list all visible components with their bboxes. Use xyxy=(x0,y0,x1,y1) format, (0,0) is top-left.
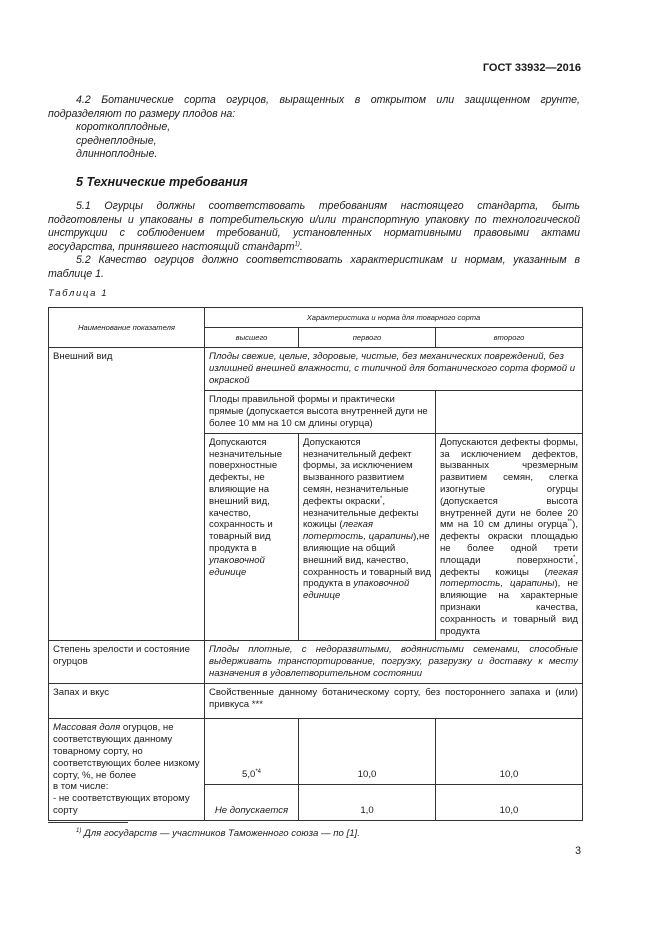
page-number: 3 xyxy=(575,845,581,857)
cell-appearance-first xyxy=(299,433,436,641)
paragraph-5-2: 5.2 Качество огурцов должно соответствовать характеристикам и нормам, указанным в таблице 1. xyxy=(48,254,580,280)
cell-appearance-second-mark: ** xyxy=(567,519,573,526)
cell-appearance-second-mark2: * xyxy=(572,554,576,561)
row-label-mass-a: Массовая доля xyxy=(53,722,121,734)
footnote-text: Для государств — участников Таможенного союза — по [1]. xyxy=(81,828,360,839)
table-caption: Таблица 1 xyxy=(48,288,109,299)
row-label-mass xyxy=(49,719,205,820)
header-indicator: Наименование показателя xyxy=(49,308,205,348)
cell-appearance-top-text: Допускаются незначительные поверхностные дефекты, не влияющие на внешний вид, качество, сохранность и товарный вид продукта в xyxy=(209,436,283,554)
row-label-mass-b: огурцов, не соответствующих данному товарному сорту, но соответствующих более низкому сорту, %, не более xyxy=(53,722,200,781)
row-label-ripeness: Степень зрелости и состояние огурцов xyxy=(49,641,205,683)
paragraph-5-1 xyxy=(48,200,580,254)
cell-mass-first: 10,0 xyxy=(299,719,436,785)
cell-appearance-shape-empty xyxy=(436,391,583,433)
cell-appearance-first-a: Допускаются незначительный дефект формы, за исключением вызванного развитием семян, незначительные дефекты окраски xyxy=(303,436,413,507)
cell-appearance-first-b: , незначительные дефекты кожицы ( xyxy=(303,495,419,531)
paragraph-5-1-text: 5.1 Огурцы должны соответствовать требованиям настоящего стандарта, быть подготовлены и упакованы в потребительскую и/или транспортную упаковку по технологической инструкции с соблюдением требований, установленных нормативными правовыми актами государства, принявшего настоящий стандарт xyxy=(48,200,580,253)
header-grade-first: первого xyxy=(299,328,436,348)
cell-mass-top-mark: *4 xyxy=(255,769,261,776)
cell-appearance-second-e: ), не влияющие на характерные признаки качества, сохранность и товарный вид продукта xyxy=(440,578,578,637)
cell-appearance-second-b: ), дефекты окраски площадью не более одной трети площади поверхности xyxy=(440,519,578,566)
row-label-mass-d: - не соответствующих второму сорту xyxy=(53,793,190,816)
row-label-smell: Запах и вкус xyxy=(49,683,205,719)
row-label-appearance: Внешний вид xyxy=(49,348,205,641)
cell-mass-first-2: 1,0 xyxy=(299,785,436,820)
footnote-divider xyxy=(48,822,128,823)
row-label-mass-c: в том числе: xyxy=(53,781,109,793)
document-code: ГОСТ 33932—2016 xyxy=(482,62,581,74)
header-grade-top: высшего xyxy=(205,328,299,348)
footnote-ref: 1) xyxy=(294,241,300,248)
cell-appearance-first-mark: * xyxy=(379,495,383,502)
paragraph-4-2: 4.2 Ботанические сорта огурцов, выращенных в открытом или защищенном грунте, подразделяют по размеру плодов на: xyxy=(48,94,580,120)
cell-appearance-second-a: Допускаются дефекты формы, за исключением дефектов, вызванных чрезмерным развитием семян, слегка изогнутые огурцы (допускается высота внутренней дуги не более 20 мм на 10 см длины огурца xyxy=(440,436,578,531)
list-item-medium-fruit: среднеплодные, xyxy=(76,134,157,147)
quality-table xyxy=(48,307,583,821)
cell-mass-second-2: 10,0 xyxy=(436,785,583,820)
cell-appearance-second-d: легкая потертость, царапины xyxy=(440,566,578,590)
paragraph-5-1-end: . xyxy=(299,240,303,253)
cell-appearance-top-unit: упаковочной единице xyxy=(209,554,265,578)
list-item-short-fruit: коротколплодные, xyxy=(76,121,171,133)
header-grade-second: второго xyxy=(436,328,583,348)
list-item-long-fruit: длинноплодные. xyxy=(76,148,158,161)
cell-appearance-first-c: легкая потертость, царапины xyxy=(303,519,414,543)
cell-ripeness: Плоды плотные, с недоразвитыми, водянистыми семенами, способные выдерживать транспортирование, погрузку, разгрузку и доставку к месту назначения в удовлетворительном состоянии xyxy=(205,641,583,683)
cell-appearance-top xyxy=(205,433,299,641)
section-heading: 5 Технические требования xyxy=(76,175,248,189)
cell-mass-top xyxy=(205,719,299,785)
cell-mass-second: 10,0 xyxy=(436,719,583,785)
cell-appearance-first-e: упаковочной единице xyxy=(303,578,410,602)
cell-appearance-second xyxy=(436,433,583,641)
cell-appearance-common: Плоды свежие, целые, здоровые, чистые, без механических повреждений, без излишней внешней влажности, с типичной для ботанического сорта формой и окраской xyxy=(205,348,583,391)
cell-appearance-second-c: , дефекты кожицы ( xyxy=(440,554,578,578)
cell-mass-top-value: 5,0 xyxy=(241,769,256,781)
cell-appearance-shape: Плоды правильной формы и практически прямые (допускается высота внутренней дуги не более 10 мм на 10 см длины огурца) xyxy=(205,391,436,433)
footnote xyxy=(76,828,360,839)
footnote-mark: 1) xyxy=(76,827,82,834)
cell-appearance-first-d: ),не влияющие на общий внешний вид, качество, сохранность и товарный вид продукта в xyxy=(303,531,431,590)
header-group: Характеристика и норма для товарного сорта xyxy=(205,308,583,328)
cell-mass-top-2: Не допускается xyxy=(205,785,299,820)
cell-smell: Свойственные данному ботаническому сорту, без постороннего запаха и (или) привкуса *** xyxy=(205,683,583,719)
